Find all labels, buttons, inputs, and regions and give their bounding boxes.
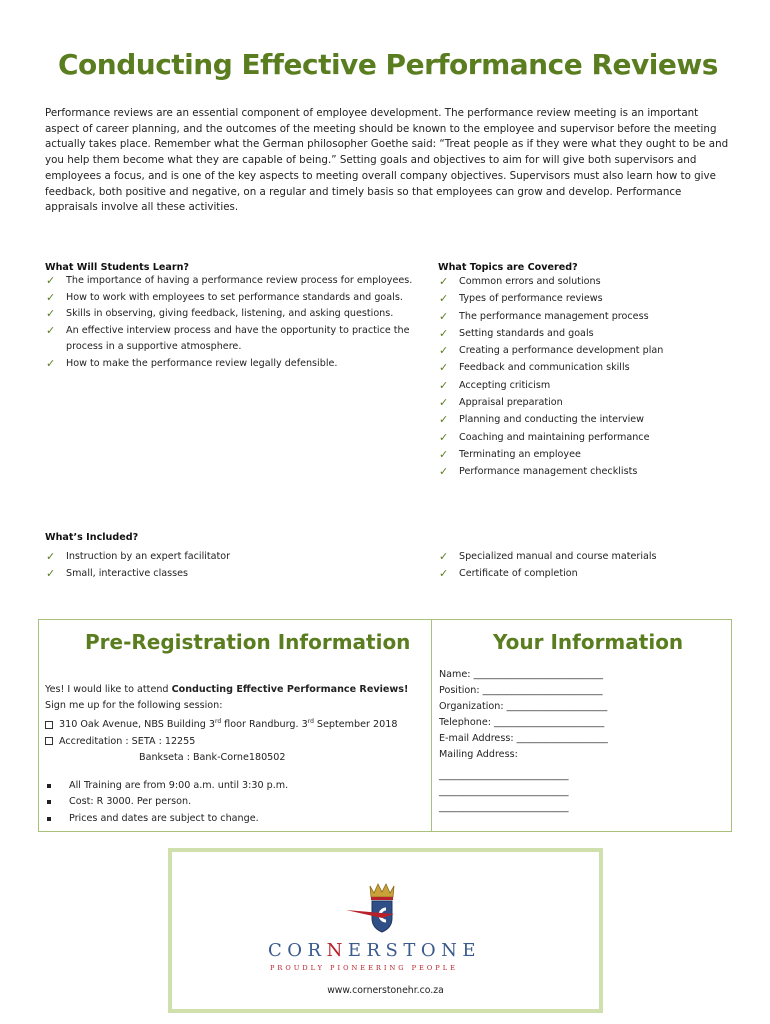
list-item: ✓ Small, interactive classes bbox=[45, 565, 415, 582]
page-title: Conducting Effective Performance Reviews bbox=[58, 48, 718, 81]
topics-section bbox=[438, 262, 738, 481]
website-url[interactable]: www.cornerstonehr.co.za bbox=[327, 985, 444, 996]
list-item: ✓ How to work with employees to set performance standards and goals. bbox=[45, 290, 415, 307]
signup-line: Sign me up for the following session: bbox=[45, 700, 223, 712]
email-field[interactable]: E-mail Address: ___________________ bbox=[439, 733, 608, 745]
included-heading: What’s Included? bbox=[45, 532, 139, 543]
list-item: Cost: R 3000. Per person. bbox=[45, 794, 425, 810]
bullet-icon bbox=[47, 800, 51, 804]
accreditation-option[interactable]: Accreditation : SETA : 12255 bbox=[45, 734, 425, 750]
your-information-fields bbox=[439, 667, 719, 816]
learn-heading: What Will Students Learn? bbox=[45, 262, 189, 273]
list-item: ✓ Common errors and solutions bbox=[438, 273, 738, 290]
checkmark-icon: ✓ bbox=[439, 361, 449, 375]
included-list-right bbox=[438, 548, 738, 583]
mailing-address-line-1[interactable]: ___________________________ bbox=[439, 769, 569, 781]
list-item: ✓ Appraisal preparation bbox=[438, 394, 738, 411]
list-item: ✓ Types of performance reviews bbox=[438, 290, 738, 307]
checkmark-icon: ✓ bbox=[439, 378, 449, 392]
checkmark-icon: ✓ bbox=[46, 567, 56, 581]
checkmark-icon: ✓ bbox=[439, 275, 449, 288]
list-item: ✓ Certificate of completion bbox=[438, 565, 738, 582]
bullet-icon bbox=[47, 817, 51, 821]
list-item: ✓ Instruction by an expert facilitator bbox=[45, 548, 415, 565]
checkmark-icon: ✓ bbox=[439, 567, 449, 581]
checkmark-icon: ✓ bbox=[46, 274, 56, 287]
list-item: ✓ An effective interview process and have the opportunity to practice the process in a supportive atmosphere. bbox=[46, 323, 410, 353]
list-item: All Training are from 9:00 a.m. until 3:30 p.m. bbox=[45, 778, 425, 794]
list-item: ✓ Feedback and communication skills bbox=[438, 359, 738, 376]
attend-line: Yes! I would like to attend Conducting Effective Performance Reviews! bbox=[45, 684, 409, 695]
checkmark-icon: ✓ bbox=[46, 307, 56, 321]
organization-field[interactable]: Organization: _____________________ bbox=[439, 701, 608, 713]
list-item: Prices and dates are subject to change. bbox=[45, 811, 425, 827]
name-field[interactable]: Name: ___________________________ bbox=[439, 669, 604, 680]
included-list-left bbox=[45, 548, 415, 583]
company-logo-box bbox=[168, 848, 603, 1013]
your-information-title: Your Information bbox=[493, 630, 684, 654]
preregistration-title: Pre-Registration Information bbox=[85, 630, 411, 654]
checkmark-icon: ✓ bbox=[439, 396, 449, 410]
brand-tagline: PROUDLY PIONEERING PEOPLE bbox=[270, 964, 458, 972]
learn-list bbox=[45, 273, 415, 373]
session-option[interactable]: 310 Oak Avenue, NBS Building 3rd floor Randburg. 3rd September 2018 bbox=[45, 714, 425, 733]
mailing-address-label: Mailing Address: bbox=[439, 749, 518, 761]
checkmark-icon: ✓ bbox=[439, 344, 449, 358]
list-item: ✓ Coaching and maintaining performance bbox=[438, 429, 738, 446]
checkbox-icon[interactable] bbox=[45, 737, 53, 745]
checkmark-icon: ✓ bbox=[46, 323, 56, 337]
learn-section bbox=[45, 262, 415, 373]
checkmark-icon: ✓ bbox=[439, 465, 449, 479]
list-item: ✓ Setting standards and goals bbox=[438, 325, 738, 342]
registration-box bbox=[38, 619, 732, 832]
mailing-address-line-3[interactable]: ___________________________ bbox=[439, 801, 569, 813]
list-item: ✓ Planning and conducting the interview bbox=[438, 411, 738, 428]
checkmark-icon: ✓ bbox=[439, 292, 449, 306]
bankseta-line: Bankseta : Bank-Corne180502 bbox=[139, 752, 286, 763]
checkmark-icon: ✓ bbox=[439, 430, 449, 444]
list-item: ✓ Accepting criticism bbox=[438, 377, 738, 394]
checkmark-icon: ✓ bbox=[439, 309, 449, 323]
checkmark-icon: ✓ bbox=[439, 326, 449, 340]
checkmark-icon: ✓ bbox=[439, 413, 449, 427]
bullet-icon bbox=[47, 784, 51, 788]
cornerstone-emblem-icon bbox=[342, 880, 422, 940]
list-item: ✓ Performance management checklists bbox=[438, 463, 738, 480]
checkmark-icon: ✓ bbox=[439, 447, 449, 461]
topics-list bbox=[438, 273, 738, 481]
brand-wordmark: CORNERSTONE bbox=[268, 940, 482, 961]
checkmark-icon: ✓ bbox=[46, 356, 56, 370]
checkmark-icon: ✓ bbox=[46, 290, 56, 304]
list-item: ✓ How to make the performance review legally defensible. bbox=[45, 356, 415, 373]
preregistration-bullets bbox=[45, 778, 425, 827]
divider bbox=[431, 620, 432, 831]
preregistration-details bbox=[45, 682, 425, 827]
list-item: ✓ Creating a performance development plan bbox=[438, 342, 738, 359]
mailing-address-line-2[interactable]: ___________________________ bbox=[439, 785, 569, 797]
checkmark-icon: ✓ bbox=[439, 550, 449, 563]
intro-paragraph: Performance reviews are an essential component of employee development. The performance review meeting is an important aspect of career planning, and the outcomes of the meeting should be known to the employee and supervisor before the meeting actually takes place. Remember what the German philosopher Goethe said: “Treat people as if they were what they ought to be and you help them become what they are capable of being.” Setting goals and objectives to aim for will give both supervisors and employees a focus, and is one of the key aspects to meeting overall company objectives. Supervisors must also learn how to give feedback, both positive and negative, on a regular and timely basis so that employees can grow and develop. Performance appraisals involve all these activities. bbox=[45, 107, 729, 214]
list-item: ✓ The performance management process bbox=[438, 308, 738, 325]
checkbox-icon[interactable] bbox=[45, 721, 53, 729]
position-field[interactable]: Position: _________________________ bbox=[439, 685, 603, 697]
list-item: ✓ The importance of having a performance review process for employees. bbox=[45, 273, 415, 290]
checkmark-icon: ✓ bbox=[46, 550, 56, 563]
topics-heading: What Topics are Covered? bbox=[438, 262, 578, 273]
list-item: ✓ Terminating an employee bbox=[438, 446, 738, 463]
telephone-field[interactable]: Telephone: _______________________ bbox=[439, 717, 605, 729]
list-item: ✓ Skills in observing, giving feedback, listening, and asking questions. bbox=[45, 306, 415, 323]
list-item: ✓ Specialized manual and course materials bbox=[438, 548, 738, 565]
